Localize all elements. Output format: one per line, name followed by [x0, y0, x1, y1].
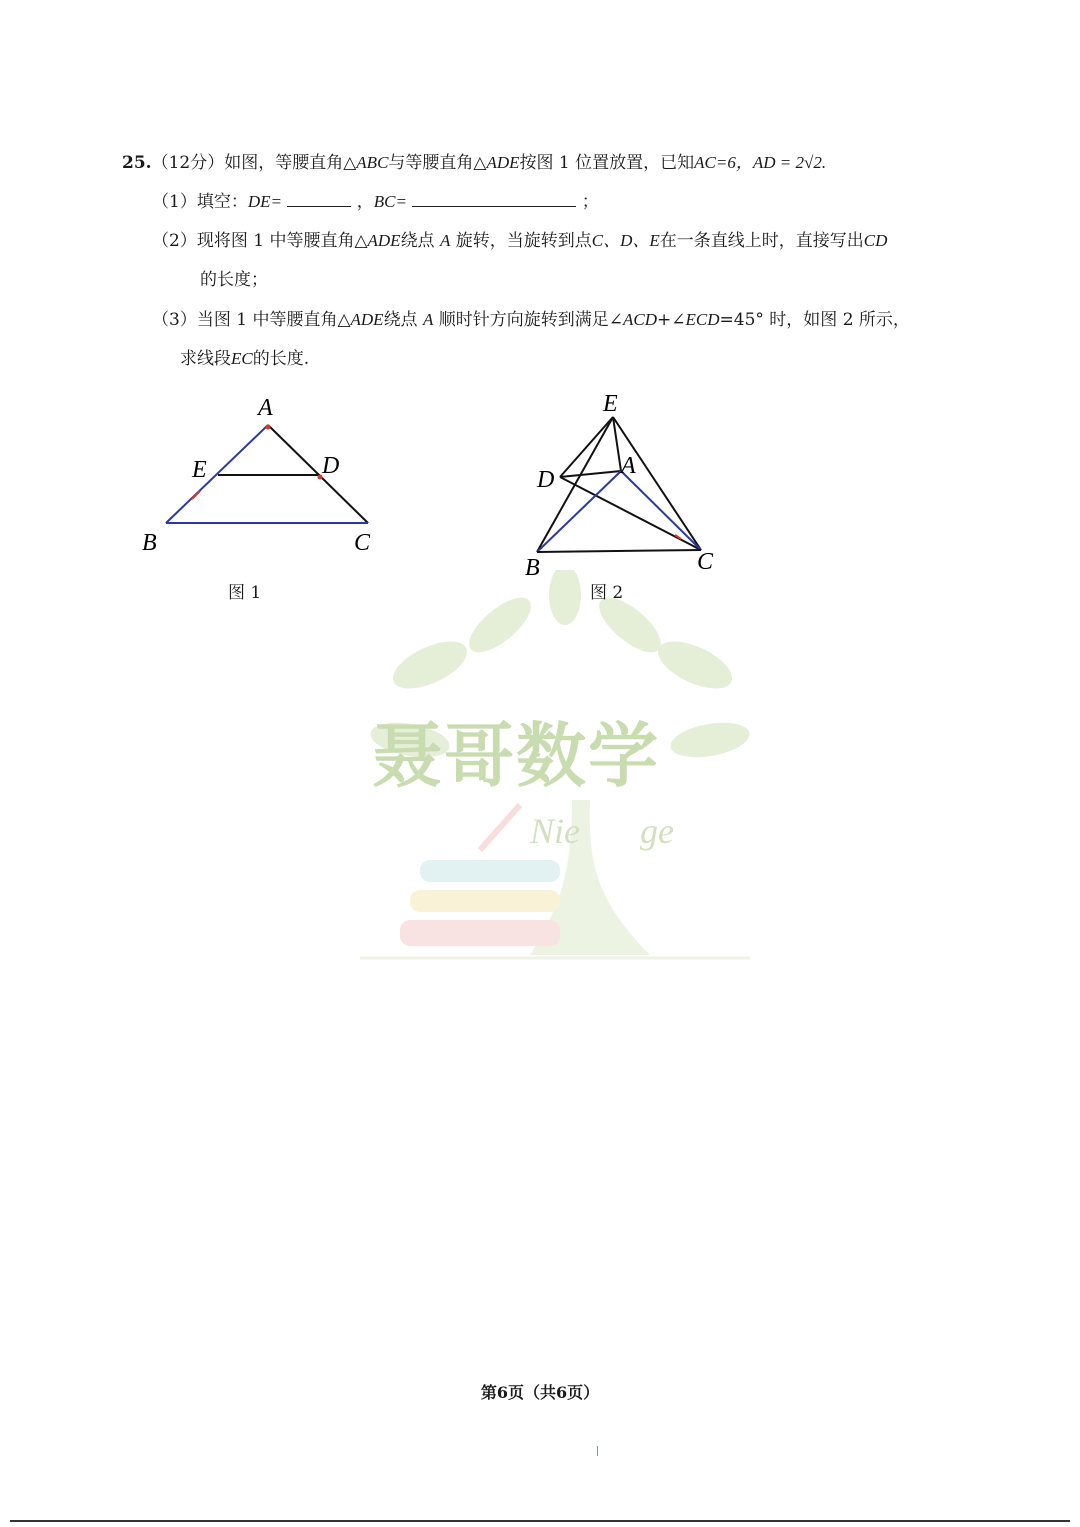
- question-number: 25.: [122, 153, 152, 173]
- segment-ed: [560, 417, 613, 477]
- part1: （1）填空：DE= ，BC= ；: [152, 192, 599, 212]
- watermark-latin-right: ge: [640, 811, 674, 851]
- segment-ac: [621, 471, 701, 550]
- label-c: C: [354, 530, 371, 556]
- page-number: 第6页（共6页）: [480, 1383, 600, 1402]
- label-b: B: [142, 530, 157, 556]
- figure-2: [515, 385, 735, 585]
- segment-ec: [613, 417, 701, 550]
- segment-bc: [537, 550, 701, 552]
- mark-eb: [192, 491, 200, 499]
- watermark-text: 聂哥数学: [372, 714, 660, 797]
- answer-blank-de[interactable]: [287, 192, 351, 207]
- watermark-latin-left: Nie: [530, 811, 580, 851]
- part3-line2: 求线段EC的长度.: [180, 349, 310, 369]
- figure-1-caption: 图 1: [228, 583, 262, 603]
- label-e: E: [192, 457, 207, 483]
- bottom-rule: [10, 1520, 1070, 1522]
- label-a: A: [258, 395, 273, 421]
- label-e: E: [603, 391, 618, 417]
- figure-2-caption: 图 2: [590, 583, 624, 603]
- figure-1: [130, 385, 390, 565]
- stray-mark: [597, 1446, 598, 1456]
- segment-ea: [613, 417, 621, 471]
- part3-line1: （3）当图 1 中等腰直角△ADE绕点 A 顺时针方向旋转到满足∠ACD+∠ECD=45° 时，如图 2 所示，: [152, 310, 910, 330]
- segment-da: [560, 471, 621, 477]
- label-b: B: [525, 555, 540, 581]
- label-c: C: [697, 549, 714, 575]
- part2-line1: （2）现将图 1 中等腰直角△ADE绕点 A 旋转，当旋转到点C、D、E在一条直线上时，直接写出CD: [152, 231, 888, 251]
- mark-a: [266, 425, 271, 430]
- question-intro: 25.（12分）如图，等腰直角△ABC与等腰直角△ADE按图 1 位置放置，已知AC=6，AD = 2√2.: [122, 153, 827, 173]
- label-a: A: [621, 453, 636, 479]
- label-d: D: [537, 467, 555, 493]
- answer-blank-bc[interactable]: [412, 192, 576, 207]
- part2-line2: 的长度；: [200, 270, 268, 290]
- label-d: D: [322, 453, 340, 479]
- given-ad: AD = 2√2.: [752, 153, 827, 172]
- given-ac: AC=6，: [694, 153, 753, 172]
